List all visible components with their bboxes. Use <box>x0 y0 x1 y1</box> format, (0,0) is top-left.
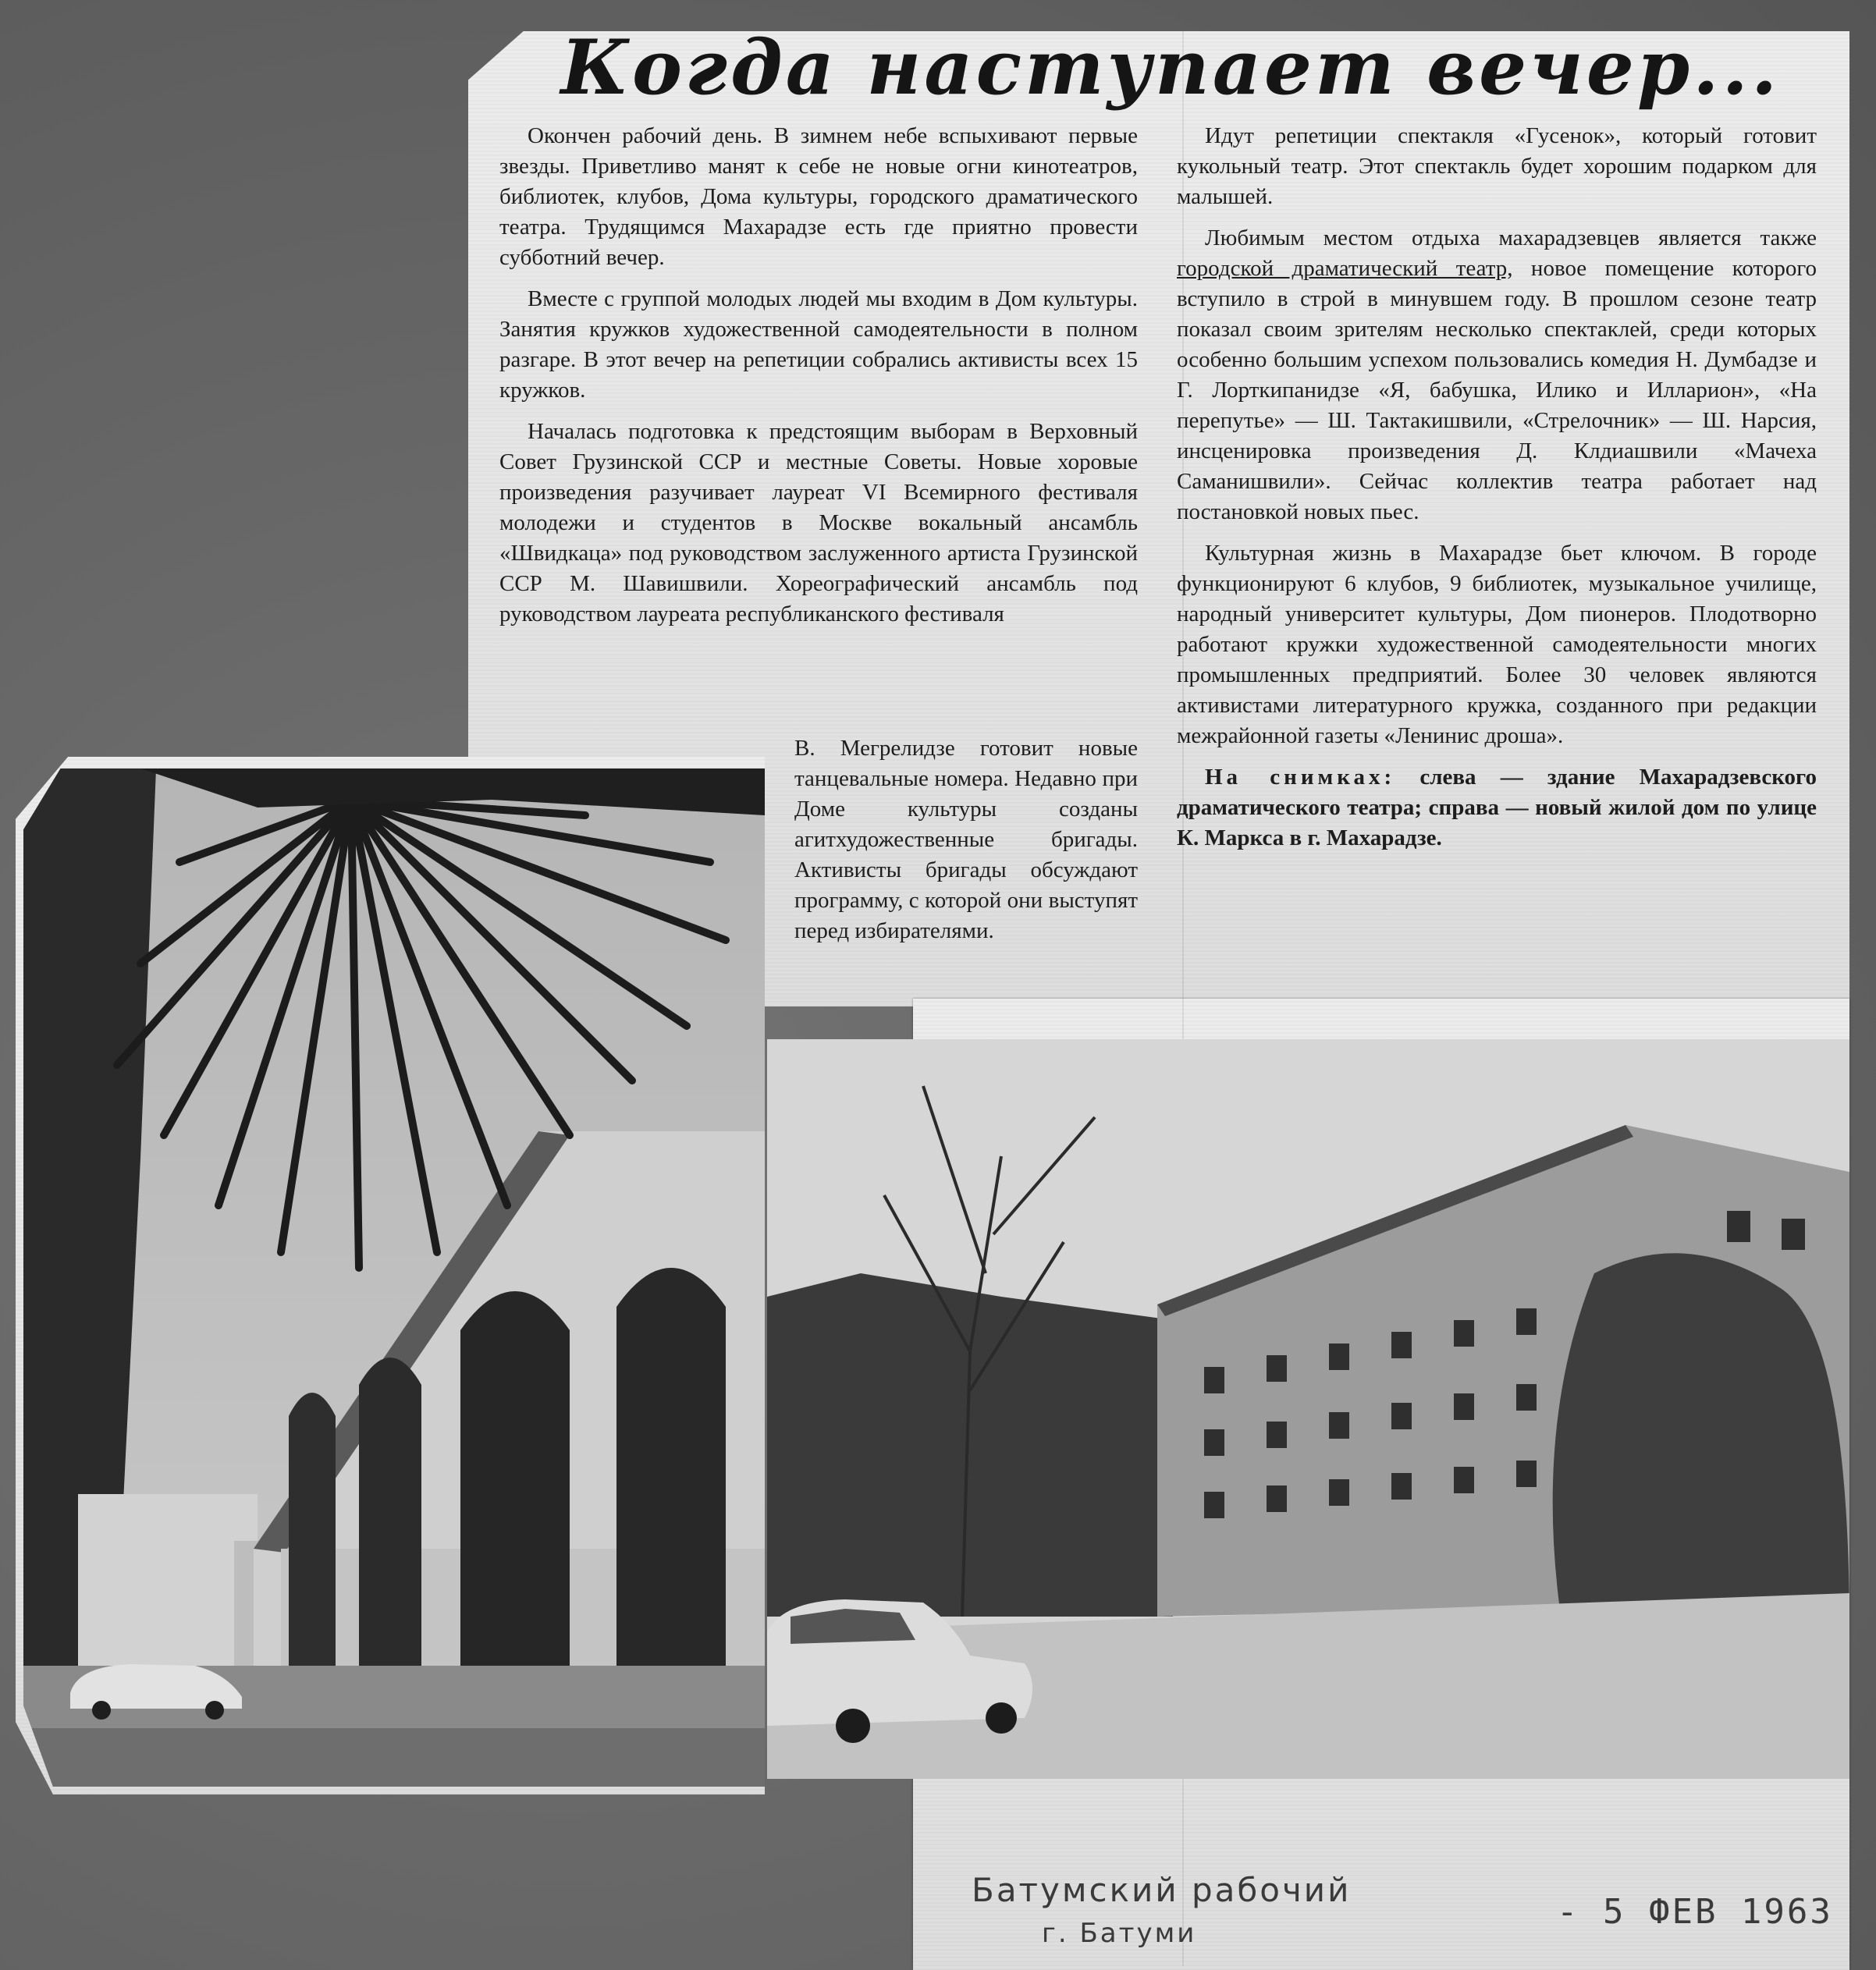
paragraph: Культурная жизнь в Махарадзе бьет ключом. В городе функционируют 6 клубов, 9 библиотек, музыкальное училище, народный университет культуры, Дом пионеров. Плодотворно работают кружки художественной самодеятельности многих промышленных предприятий. Более 30 человек являются активистами литературного кружка, созданного при редакции межрайонной газеты «Ленинис дроша». <box>1177 541 1817 748</box>
article-column-left-narrow <box>794 733 1138 957</box>
photo-caption <box>1177 762 1817 854</box>
headline: Когда наступает вечер... <box>560 23 1781 112</box>
paragraph: Началась подготовка к предстоящим выборам в Верховный Совет Грузинской ССР и местные Советы. Новые хоровые произведения разучивает лауреат VI Всемирного фестиваля молодежи и студентов в Москве вокальный ансамбль «Швидкаца» под руководством заслуженного артиста Грузинской ССР М. Шавишвили. Хореографический ансамбль под руководством лауреата республиканского фестиваля <box>499 419 1138 626</box>
caption-label: На снимках: <box>1205 765 1396 790</box>
paragraph: Идут репетиции спектакля «Гусенок», который готовит кукольный театр. Этот спектакль будет хорошим подарком для малышей. <box>1177 123 1817 209</box>
paragraph <box>1177 223 1817 527</box>
paragraph: В. Мегрелидзе готовит новые танцевальные номера. Недавно при Доме культуры созданы агитхудожественные бригады. Активисты бригады обсуждают программу, с которой они выступят перед избирателями. <box>794 736 1138 943</box>
caption-text: слева — здание Махарадзевского драматического театра; справа — новый жилой дом по улице К. Маркса в г. Махарадзе. <box>1177 765 1817 850</box>
paragraph-text: новое помещение которого вступило в строй в минувшем году. В прошлом сезоне театр показал своим зрителям несколько спектаклей, среди которых особенно большим успехом пользовались комедия Н. Думбадзе и Г. Лорткипанидзе «Я, бабушка, Илико и Илларион», «На перепутье» — Ш. Тактакишвили, «Стрелочник» — Ш. Нарсия, инсценировка произведения Д. Клдиашвили «Мачеха Саманишвили». Сейчас коллектив театра работает над постановкой новых пьес. <box>1177 256 1817 524</box>
paragraph: Окончен рабочий день. В зимнем небе вспыхивают первые звезды. Приветливо манят к себе не новые огни кинотеатров, библиотек, клубов, Дома культуры, городского драматического театра. Трудящимся Махарадзе есть где приятно провести субботний вечер. <box>499 123 1138 270</box>
article-column-left <box>499 121 1138 641</box>
article-column-right <box>1177 121 1817 864</box>
underlined-text: городской драматический театр, <box>1177 256 1513 281</box>
paragraph: Вместе с группой молодых людей мы входим в Дом культуры. Занятия кружков художественной самодеятельности в полном разгаре. В этот вечер на репетиции собрались активисты всех 15 кружков. <box>499 286 1138 403</box>
paragraph-text: Любимым местом отдыха махарадзевцев является также <box>1205 225 1817 250</box>
photo-apartment-building <box>767 1039 1849 1779</box>
stamp-city: г. Батуми <box>1042 1918 1197 1949</box>
stamp-date: - 5 ФЕВ 1963 <box>1557 1892 1833 1932</box>
stamp-newspaper-name: Батумский рабочий <box>972 1871 1352 1909</box>
photo-theatre-building <box>23 768 765 1787</box>
